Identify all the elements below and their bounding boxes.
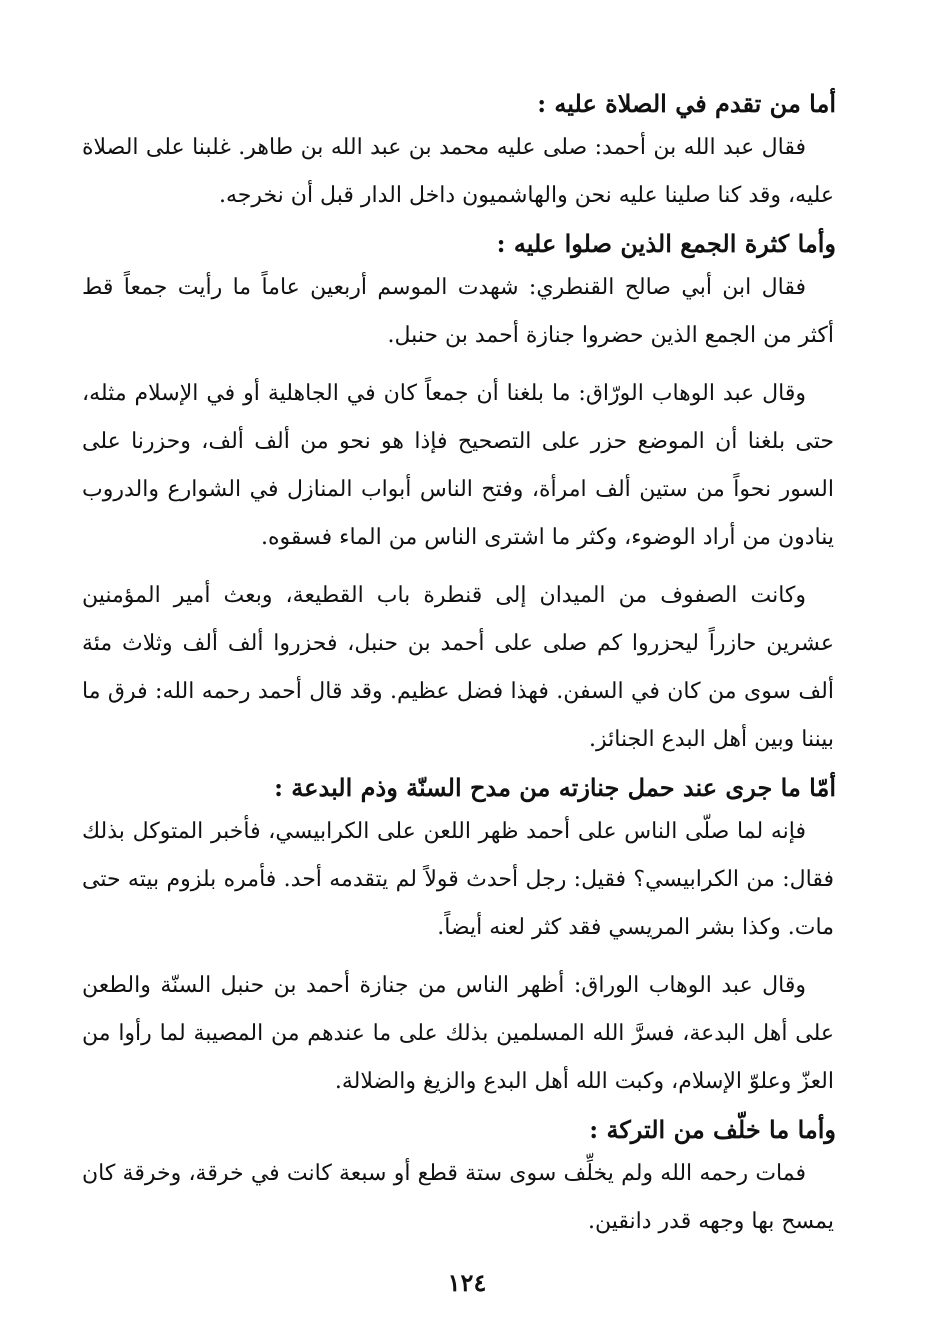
section-heading-inheritance: وأما ما خلّف من التركة : [589, 1115, 836, 1144]
paragraph: وقال عبد الوهاب الوراق: أظهر الناس من جنازة أحمد بن حنبل السنّة والطعن على أهل البدعة، فسرَّ الله المسلمين بذلك على ما عندهم من المصيبة لما رأوا من العزّ وعلوّ الإسلام، وكبت الله أهل البدع والزيغ والضلالة. [82, 973, 834, 1094]
page-number: ١٢٤ [447, 1268, 487, 1297]
paragraph: فقال ابن أبي صالح القنطري: شهدت الموسم أربعين عاماً ما رأيت جمعاً قط أكثر من الجمع الذين حضروا جنازة أحمد بن حنبل. [82, 275, 834, 348]
paragraph: فمات رحمه الله ولم يخلِّف سوى ستة قطع أو سبعة كانت في خرقة، وخرقة كان يمسح بها وجهه قدر دانقين. [82, 1161, 834, 1234]
paragraph: فقال عبد الله بن أحمد: صلى عليه محمد بن عبد الله بن طاهر. غلبنا على الصلاة عليه، وقد كنا صلينا عليه نحن والهاشميون داخل الدار قبل أن نخرجه. [82, 135, 834, 208]
paragraph: وقال عبد الوهاب الورّاق: ما بلغنا أن جمعاً كان في الجاهلية أو في الإسلام مثله، حتى بلغنا أن الموضع حزر على التصحيح فإذا هو نحو من ألف ألف، وحزرنا على السور نحواً من ستين ألف امرأة، وفتح الناس أبواب المنازل في الشوارع والدروب ينادون من أراد الوضوء، وكثر ما اشترى الناس من الماء فسقوه. [82, 381, 834, 550]
paragraph: فإنه لما صلّى الناس على أحمد ظهر اللعن على الكرابيسي، فأخبر المتوكل بذلك فقال: من الكرابيسي؟ فقيل: رجل أحدث قولاً لم يتقدمه أحد. فأمره بلزوم بيته حتى مات. وكذا بشر المريسي فقد كثر لعنه أيضاً. [82, 819, 834, 940]
section-heading-prayer-leader: أما من تقدم في الصلاة عليه : [537, 89, 836, 118]
page-body [82, 84, 834, 1246]
section-heading-funeral-events: أمّا ما جرى عند حمل جنازته من مدح السنّة وذم البدعة : [274, 773, 836, 802]
paragraph: وكانت الصفوف من الميدان إلى قنطرة باب القطيعة، وبعث أمير المؤمنين عشرين حازراً ليحزروا كم صلى على أحمد بن حنبل، فحزروا ألف ألف وثلاث مئة ألف سوى من كان في السفن. فهذا فضل عظيم. وقد قال أحمد رحمه الله: فرق ما بيننا وبين أهل البدع الجنائز. [82, 583, 834, 752]
section-heading-crowd-size: وأما كثرة الجمع الذين صلوا عليه : [496, 229, 836, 258]
